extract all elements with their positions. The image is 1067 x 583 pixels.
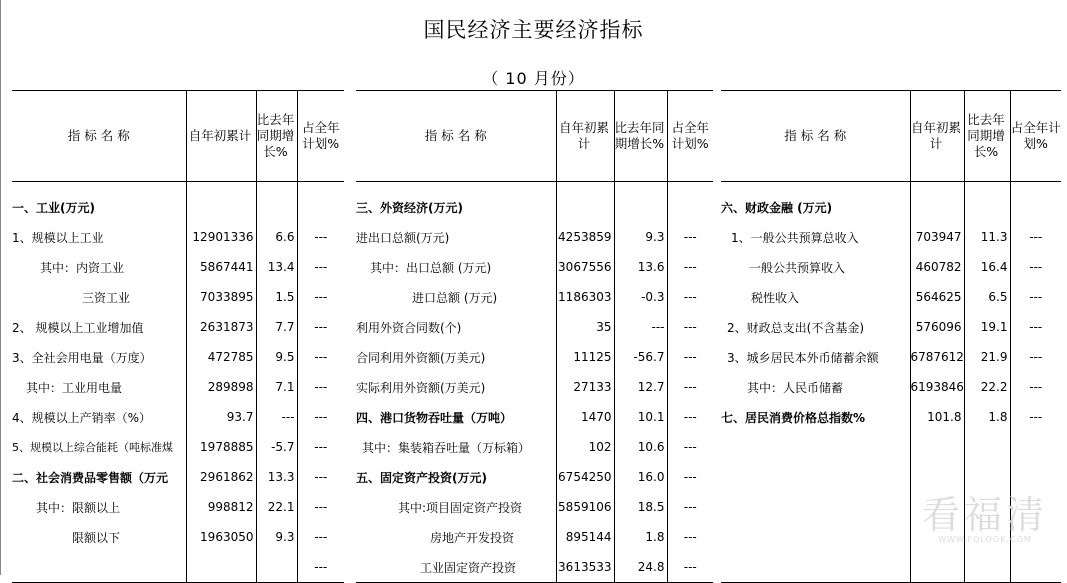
- plan-percent: ---: [297, 402, 344, 432]
- indicator-name: 实际利用外资额(万美元): [356, 380, 486, 395]
- cumulative-value: 7033895: [186, 282, 256, 312]
- indicator-name: 一般公共预算收入: [749, 260, 846, 275]
- table-row: [721, 282, 1061, 312]
- yoy-growth: [964, 192, 1010, 222]
- yoy-growth: 13.4: [256, 252, 297, 282]
- cumulative-value: 1186303: [556, 282, 614, 312]
- yoy-growth: 16.4: [964, 252, 1010, 282]
- table-row: [356, 522, 713, 552]
- plan-percent: ---: [667, 252, 713, 282]
- plan-percent: ---: [667, 462, 713, 492]
- header-cum: 自年初累计: [186, 91, 256, 182]
- yoy-growth: 11.3: [964, 222, 1010, 252]
- cumulative-value: 1978885: [186, 432, 256, 462]
- header-yoy: 比去年同期增长%: [614, 91, 667, 182]
- indicator-name: 其中：集装箱吞吐量（万标箱）: [362, 440, 531, 455]
- cumulative-value: 2961862: [186, 462, 256, 492]
- cumulative-value: 5867441: [186, 252, 256, 282]
- table-row: [12, 522, 344, 552]
- table-row: [12, 552, 344, 583]
- cumulative-value: 460782: [910, 252, 964, 282]
- indicator-name: 1、规模以上工业: [12, 230, 104, 245]
- indicator-name: 4、规模以上产销率（%）: [12, 410, 152, 425]
- table-row: [12, 432, 344, 462]
- cumulative-value: 5859106: [556, 492, 614, 522]
- header-cum: 自年初累计: [556, 91, 614, 182]
- cumulative-value: 998812: [186, 492, 256, 522]
- plan-percent: ---: [297, 282, 344, 312]
- indicator-name: [721, 522, 910, 552]
- indicator-name: [12, 552, 186, 583]
- cumulative-value: 895144: [556, 522, 614, 552]
- table-header: [721, 91, 1061, 182]
- indicator-table-1: [12, 90, 344, 583]
- table-row: [356, 192, 713, 222]
- table-header: [12, 91, 344, 182]
- indicator-name: 其中：出口总额 (万元): [370, 260, 492, 275]
- table-row: [356, 222, 713, 252]
- yoy-growth: 10.1: [614, 402, 667, 432]
- indicator-name: 其中：人民币储蓄: [747, 380, 844, 395]
- yoy-growth: 18.5: [614, 492, 667, 522]
- cumulative-value: 1963050: [186, 522, 256, 552]
- table-row: [356, 552, 713, 583]
- table-row: [721, 312, 1061, 342]
- cumulative-value: 93.7: [186, 402, 256, 432]
- plan-percent: ---: [1010, 312, 1061, 342]
- yoy-growth: 1.8: [614, 522, 667, 552]
- plan-percent: ---: [1010, 282, 1061, 312]
- yoy-growth: [964, 552, 1010, 583]
- indicator-name: 其中：限额以上: [36, 500, 121, 515]
- yoy-growth: -56.7: [614, 342, 667, 372]
- table-row: [721, 222, 1061, 252]
- indicator-name: 其中：工业用电量: [26, 380, 123, 395]
- plan-percent: ---: [1010, 252, 1061, 282]
- plan-percent: ---: [667, 222, 713, 252]
- indicator-name: 限额以下: [72, 530, 121, 545]
- indicator-name: 2、 规模以上工业增加值: [12, 320, 144, 335]
- table-row: [721, 552, 1061, 583]
- cumulative-value: 6787612: [910, 342, 964, 372]
- indicator-name: 六、财政金融 (万元): [721, 200, 833, 215]
- watermark-url: WWW.FQLOOK.COM: [938, 535, 1032, 544]
- header-yoy: 比去年同期增长%: [964, 91, 1010, 182]
- cumulative-value: 3613533: [556, 552, 614, 583]
- plan-percent: [1010, 432, 1061, 462]
- header-name: 指 标 名 称: [721, 91, 910, 182]
- plan-percent: ---: [297, 432, 344, 462]
- plan-percent: [667, 192, 713, 222]
- yoy-growth: 9.3: [256, 522, 297, 552]
- cumulative-value: [910, 552, 964, 583]
- table-row: [721, 192, 1061, 222]
- plan-percent: ---: [297, 492, 344, 522]
- indicator-name: 3、全社会用电量（万度）: [12, 350, 152, 365]
- indicator-name: 进出口总额(万元): [356, 230, 450, 245]
- yoy-growth: 13.6: [614, 252, 667, 282]
- plan-percent: ---: [297, 552, 344, 583]
- table-row: [721, 252, 1061, 282]
- yoy-growth: ---: [614, 312, 667, 342]
- cumulative-value: 2631873: [186, 312, 256, 342]
- cumulative-value: 27133: [556, 372, 614, 402]
- table-row: [12, 402, 344, 432]
- yoy-growth: 22.2: [964, 372, 1010, 402]
- cumulative-value: 35: [556, 312, 614, 342]
- indicator-name: 一、工业(万元): [12, 200, 95, 215]
- yoy-growth: -5.7: [256, 432, 297, 462]
- cumulative-value: 102: [556, 432, 614, 462]
- indicator-name: 合同利用外资额(万美元): [356, 350, 486, 365]
- plan-percent: [1010, 192, 1061, 222]
- indicator-name: 2、财政总支出(不含基金): [727, 320, 864, 335]
- yoy-growth: -0.3: [614, 282, 667, 312]
- plan-percent: ---: [667, 402, 713, 432]
- yoy-growth: [964, 462, 1010, 492]
- indicator-name: 工业固定资产投资: [356, 552, 556, 583]
- yoy-growth: ---: [256, 402, 297, 432]
- plan-percent: ---: [667, 552, 713, 583]
- yoy-growth: 22.1: [256, 492, 297, 522]
- cumulative-value: [910, 462, 964, 492]
- table-row: [356, 312, 713, 342]
- table-row: [356, 252, 713, 282]
- indicator-table-2: [356, 90, 713, 583]
- indicator-name: 5、规模以上综合能耗（吨标准煤: [12, 441, 173, 454]
- cumulative-value: 12901336: [186, 222, 256, 252]
- yoy-growth: 21.9: [964, 342, 1010, 372]
- plan-percent: ---: [1010, 372, 1061, 402]
- indicator-name: 三资工业: [82, 290, 131, 305]
- cumulative-value: 289898: [186, 372, 256, 402]
- cumulative-value: 703947: [910, 222, 964, 252]
- table-row: [12, 222, 344, 252]
- table-row: [721, 342, 1061, 372]
- plan-percent: ---: [297, 222, 344, 252]
- cumulative-value: 6754250: [556, 462, 614, 492]
- plan-percent: ---: [667, 342, 713, 372]
- cumulative-value: [910, 432, 964, 462]
- cumulative-value: 101.8: [910, 402, 964, 432]
- plan-percent: [1010, 552, 1061, 583]
- table-row: [721, 462, 1061, 492]
- table-row: [356, 282, 713, 312]
- header-yoy: 比去年同期增长%: [256, 91, 297, 182]
- indicator-name: 3、城乡居民本外币储蓄余额: [727, 350, 879, 365]
- table-row: [12, 282, 344, 312]
- plan-percent: ---: [667, 492, 713, 522]
- header-plan: 占全年计划%: [667, 91, 713, 182]
- table-row: [356, 432, 713, 462]
- plan-percent: ---: [1010, 342, 1061, 372]
- table-row: [12, 192, 344, 222]
- cumulative-value: 4253859: [556, 222, 614, 252]
- cumulative-value: 6193846: [910, 372, 964, 402]
- indicator-name: [721, 432, 910, 462]
- indicator-name: 房地产开发投资: [430, 530, 515, 545]
- table-row: [12, 492, 344, 522]
- table-row: [12, 372, 344, 402]
- indicator-name: 利用外资合同数(个): [356, 320, 462, 335]
- cumulative-value: 1470: [556, 402, 614, 432]
- indicator-name: 四、港口货物吞吐量（万吨）: [356, 410, 513, 425]
- table-row: [12, 252, 344, 282]
- yoy-growth: [256, 192, 297, 222]
- yoy-growth: 1.8: [964, 402, 1010, 432]
- plan-percent: ---: [667, 432, 713, 462]
- watermark-logo-text: 看福清: [921, 493, 1048, 537]
- plan-percent: ---: [667, 522, 713, 552]
- cumulative-value: [186, 192, 256, 222]
- cumulative-value: [910, 192, 964, 222]
- page-subtitle: （ 10 月份）: [482, 69, 585, 88]
- indicator-name: [721, 552, 910, 583]
- watermark: [910, 495, 1060, 544]
- table-row: [356, 402, 713, 432]
- plan-percent: ---: [297, 462, 344, 492]
- header-name: 指 标 名 称: [356, 91, 556, 182]
- plan-percent: ---: [297, 252, 344, 282]
- header-plan: 占全年计划%: [297, 91, 344, 182]
- indicator-name: 进口总额 (万元): [412, 290, 498, 305]
- indicator-name: 其中：内资工业: [40, 260, 125, 275]
- plan-percent: ---: [1010, 222, 1061, 252]
- yoy-growth: 10.6: [614, 432, 667, 462]
- yoy-growth: [256, 552, 297, 583]
- header-plan: 占全年计划%: [1010, 91, 1061, 182]
- table-row: [721, 432, 1061, 462]
- cumulative-value: [556, 192, 614, 222]
- cumulative-value: 576096: [910, 312, 964, 342]
- table-row: [721, 402, 1061, 432]
- yoy-growth: 6.5: [964, 282, 1010, 312]
- table-row: [12, 342, 344, 372]
- indicator-name: 五、固定资产投资(万元): [356, 470, 487, 485]
- cumulative-value: 3067556: [556, 252, 614, 282]
- table-row: [356, 492, 713, 522]
- cumulative-value: 564625: [910, 282, 964, 312]
- plan-percent: ---: [297, 342, 344, 372]
- yoy-growth: 13.3: [256, 462, 297, 492]
- indicator-name: [721, 492, 910, 522]
- header-name: 指 标 名 称: [12, 91, 186, 182]
- yoy-growth: 7.1: [256, 372, 297, 402]
- indicator-name: 三、外资经济(万元): [356, 200, 463, 215]
- table-row: [12, 462, 344, 492]
- indicator-name: 税性收入: [751, 290, 800, 305]
- page-title: 国民经济主要经济指标: [423, 18, 644, 42]
- cumulative-value: [186, 552, 256, 583]
- table-row: [356, 462, 713, 492]
- plan-percent: ---: [667, 372, 713, 402]
- table-header: [356, 91, 713, 182]
- yoy-growth: 12.7: [614, 372, 667, 402]
- yoy-growth: 6.6: [256, 222, 297, 252]
- cumulative-value: 472785: [186, 342, 256, 372]
- indicator-name: 七、居民消费价格总指数%: [721, 410, 866, 425]
- yoy-growth: 9.3: [614, 222, 667, 252]
- yoy-growth: [964, 432, 1010, 462]
- table-row: [12, 312, 344, 342]
- yoy-growth: 24.8: [614, 552, 667, 583]
- plan-percent: ---: [297, 522, 344, 552]
- plan-percent: ---: [1010, 402, 1061, 432]
- cumulative-value: 11125: [556, 342, 614, 372]
- yoy-growth: [614, 192, 667, 222]
- plan-percent: ---: [667, 312, 713, 342]
- yoy-growth: 1.5: [256, 282, 297, 312]
- yoy-growth: 9.5: [256, 342, 297, 372]
- yoy-growth: 16.0: [614, 462, 667, 492]
- plan-percent: [297, 192, 344, 222]
- plan-percent: ---: [297, 312, 344, 342]
- indicator-name: 1、一般公共预算总收入: [731, 230, 859, 245]
- indicator-name: 二、社会消费品零售额（万元: [12, 470, 169, 485]
- plan-percent: ---: [667, 282, 713, 312]
- indicator-name: [721, 462, 910, 492]
- yoy-growth: 7.7: [256, 312, 297, 342]
- table-row: [356, 342, 713, 372]
- indicator-name: 其中:项目固定资产投资: [398, 500, 523, 515]
- header-cum: 自年初累计: [910, 91, 964, 182]
- table-row: [356, 372, 713, 402]
- plan-percent: ---: [297, 372, 344, 402]
- table-row: [721, 372, 1061, 402]
- yoy-growth: 19.1: [964, 312, 1010, 342]
- plan-percent: [1010, 462, 1061, 492]
